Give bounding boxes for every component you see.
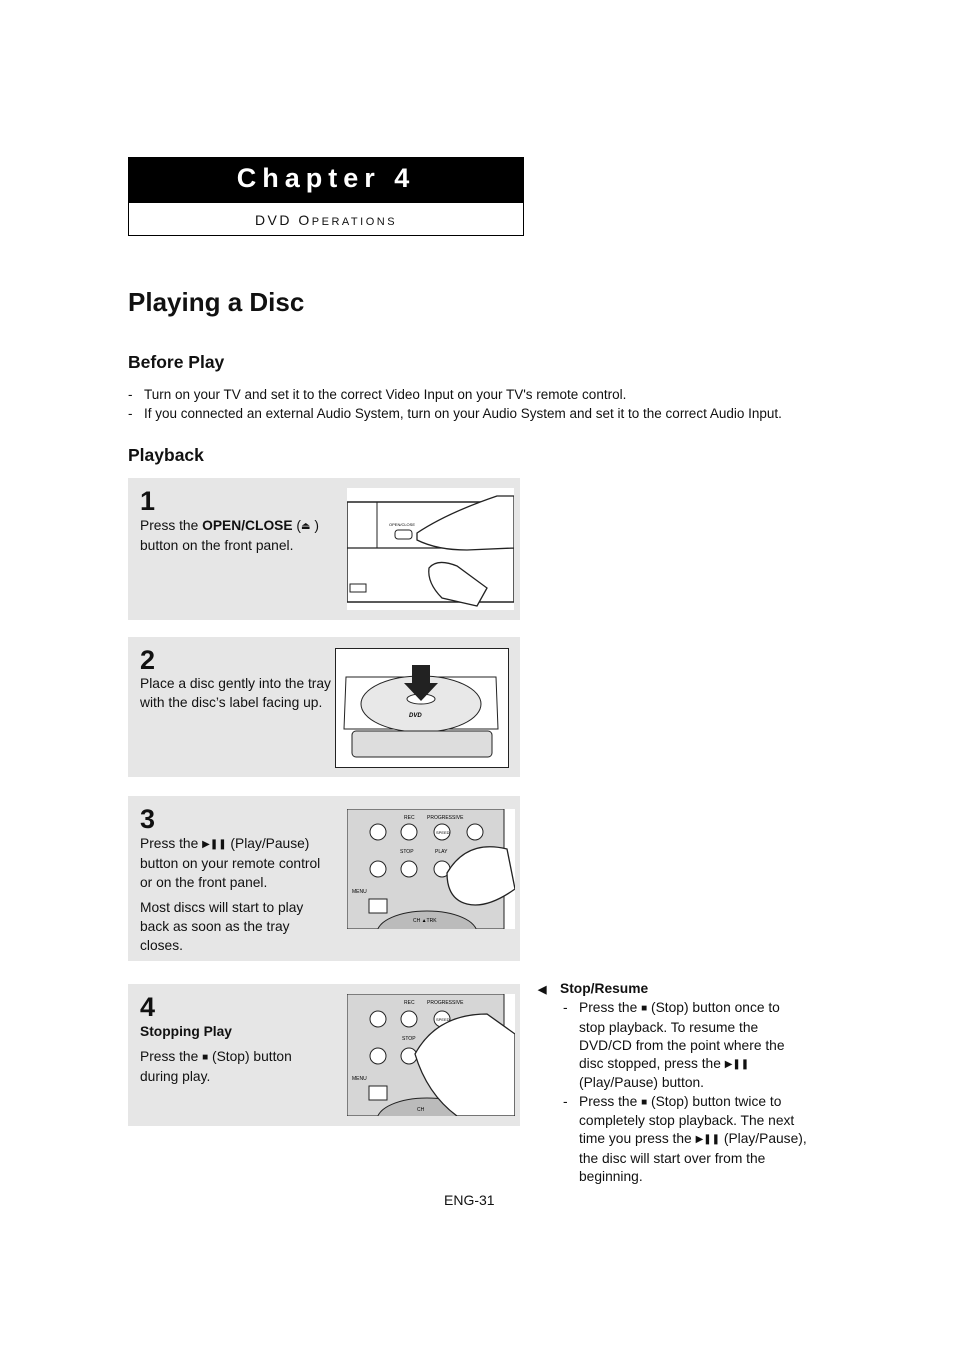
svg-text:MENU: MENU <box>352 889 367 895</box>
svg-text:MENU: MENU <box>352 1076 367 1082</box>
section-title: Playing a Disc <box>128 287 305 317</box>
step-number: 4 <box>140 992 156 1022</box>
list-item: - Press the ■ (Stop) button once to stop playback. To resume the DVD/CD from the point where the disc stopped, press the ▶❚❚ (Play/Pause) button. <box>563 1000 785 1091</box>
svg-text:CH ▲TRK: CH ▲TRK <box>413 918 437 924</box>
step-1-panel <box>128 478 520 620</box>
list-item: - If you connected an external Audio System, turn on your Audio System and set it to the correct Audio Input. <box>128 406 782 421</box>
stop-icon: ■ <box>641 1003 648 1015</box>
step-1-text: Press the OPEN/CLOSE (⏏ ) button on the front panel. <box>140 518 319 553</box>
step-3-text: Press the ▶❚❚ (Play/Pause) button on your remote control or on the front panel. Most discs will start to play back as soon as the tray closes. <box>140 836 321 953</box>
front-panel-illustration <box>347 488 514 610</box>
step-number: 3 <box>140 804 156 834</box>
svg-text:STOP: STOP <box>400 849 414 855</box>
svg-text:CH: CH <box>417 1107 425 1113</box>
step-4-text: Stopping Play Press the ■ (Stop) button during play. <box>140 1024 292 1084</box>
step-2-panel <box>128 637 520 777</box>
step-4-panel <box>128 984 520 1126</box>
svg-text:SPEED: SPEED <box>436 830 450 835</box>
before-play-heading: Before Play <box>128 352 225 372</box>
arrow-left-icon: ◀ <box>538 984 547 996</box>
before-play-list <box>128 385 828 423</box>
svg-text:SPEED: SPEED <box>436 1017 450 1022</box>
remote-illustration-stop <box>347 994 515 1116</box>
step-3-panel <box>128 796 520 961</box>
stop-icon: ■ <box>202 1052 209 1063</box>
play-pause-icon: ▶❚❚ <box>695 1134 721 1146</box>
chapter-title: Chapter 4 <box>129 158 523 203</box>
chapter-box <box>128 157 524 236</box>
dvd-logo-label: DVD <box>409 713 422 719</box>
list-item: - Turn on your TV and set it to the correct Video Input on your TV's remote control. <box>128 387 627 402</box>
svg-text:STOP: STOP <box>402 1036 416 1042</box>
open-close-label: OPEN/CLOSE <box>389 522 416 527</box>
stop-resume-heading: ◀ Stop/Resume <box>538 980 828 999</box>
eject-icon: ⏏ <box>301 521 311 532</box>
chapter-subtitle: DVD OPERATIONS <box>254 212 398 228</box>
step-number: 2 <box>140 645 156 675</box>
svg-text:REC: REC <box>404 1000 415 1006</box>
remote-illustration-play <box>347 809 515 929</box>
stop-icon: ■ <box>641 1096 648 1108</box>
page-number: ENG-31 <box>444 1192 495 1208</box>
list-item: - Press the ■ (Stop) button twice to completely stop playback. The next time you press the ▶❚❚ (Play/Pause), the disc will start over from the beginning. <box>563 1093 807 1184</box>
svg-text:PROGRESSIVE: PROGRESSIVE <box>427 815 464 821</box>
svg-text:REC: REC <box>404 815 415 821</box>
stop-resume-notes <box>538 980 828 1186</box>
step-2-text: Place a disc gently into the tray with the disc’s label facing up. <box>140 676 331 710</box>
play-pause-icon: ▶❚❚ <box>724 1059 750 1071</box>
play-pause-icon: ▶❚❚ <box>202 839 227 850</box>
playback-heading: Playback <box>128 445 204 465</box>
step-number: 1 <box>140 486 156 516</box>
disc-tray-illustration <box>335 648 509 768</box>
svg-text:PROGRESSIVE: PROGRESSIVE <box>427 1000 464 1006</box>
svg-text:PLAY: PLAY <box>435 849 448 855</box>
